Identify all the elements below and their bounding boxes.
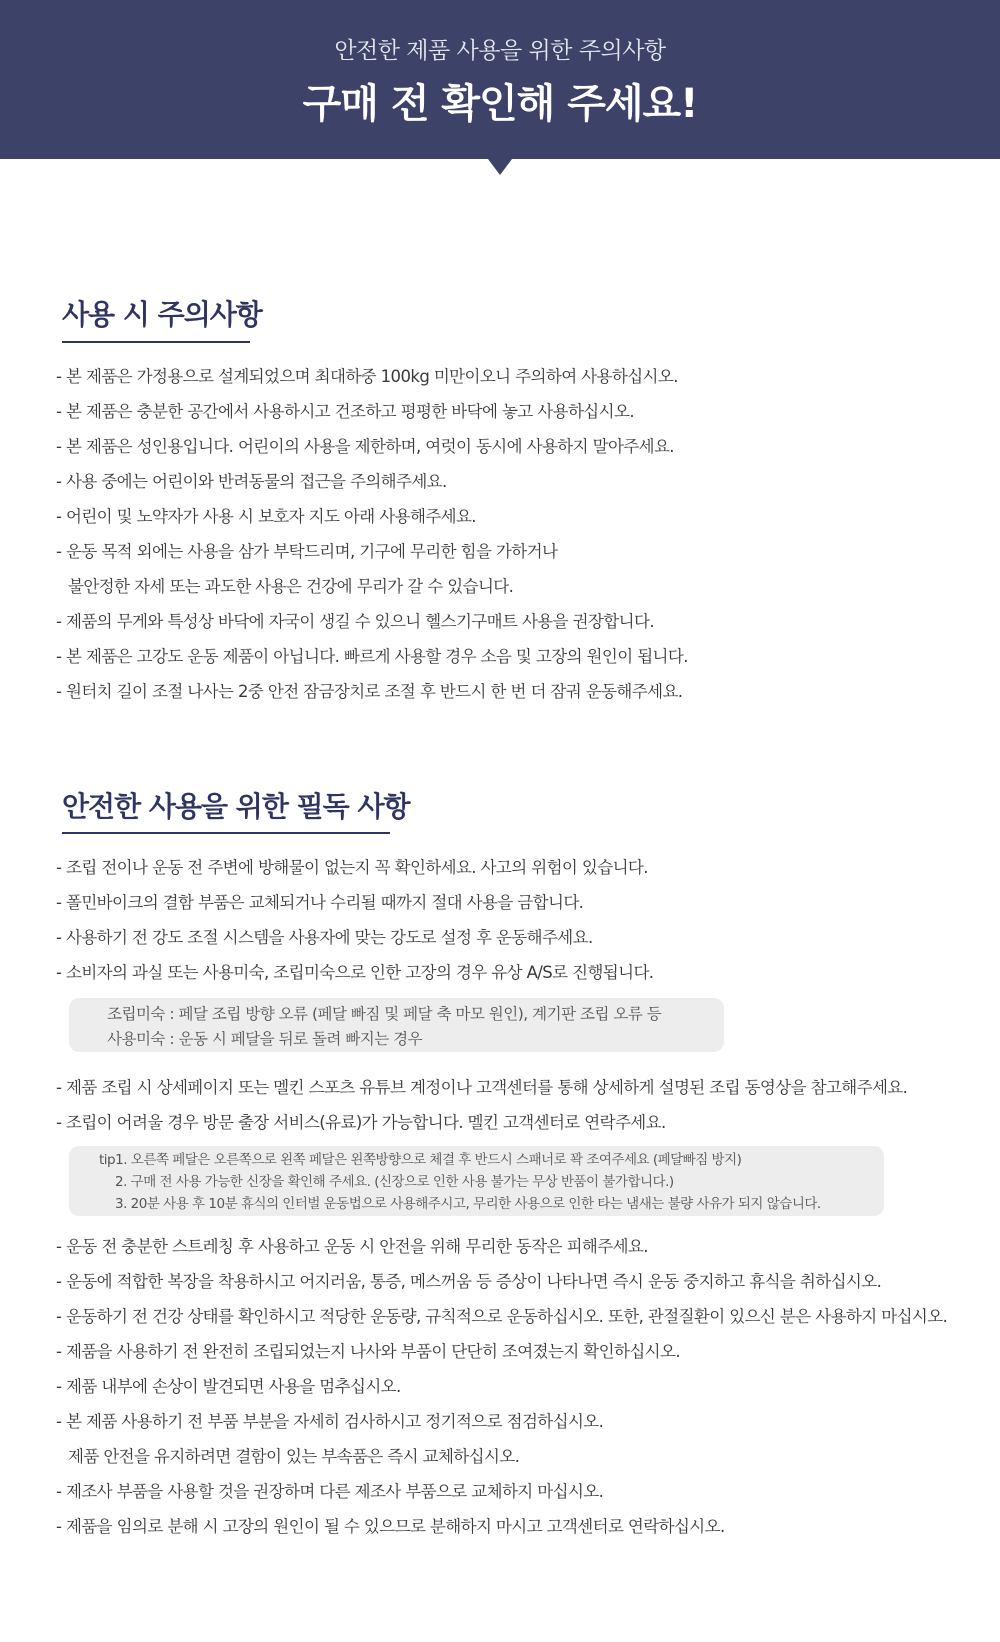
list-item: - 제조사 부품을 사용할 것을 권장하며 다른 제조사 부품으로 교체하지 마십시오. [56, 1482, 604, 1501]
header-title: 구매 전 확인해 주세요! [302, 81, 698, 127]
list-item-continuation: 제품 안전을 유지하려면 결함이 있는 부속품은 즉시 교체하십시오. [68, 1447, 520, 1466]
list-item: - 운동 목적 외에는 사용을 삼가 부탁드리며, 기구에 무리한 힘을 가하거나 [56, 542, 558, 561]
list-item: - 제품을 사용하기 전 완전히 조립되었는지 나사와 부품이 단단히 조여졌는지 확인하십시오. [56, 1342, 680, 1361]
section-required-reading-title: 안전한 사용을 위한 필독 사항 [62, 790, 410, 823]
list-item: - 운동하기 전 건강 상태를 확인하시고 적당한 운동량, 규칙적으로 운동하십시오. 또한, 관절질환이 있으신 분은 사용하지 마십시오. [56, 1307, 948, 1326]
section-usage-cautions-underline [62, 341, 250, 343]
note-line: 2. 구매 전 사용 가능한 신장을 확인해 주세요. (신장으로 인한 사용 불가는 무상 반품이 불가합니다.) [115, 1174, 674, 1190]
required-reading-list-b [56, 1070, 976, 1140]
note-line: 사용미숙 : 운동 시 페달을 뒤로 돌려 빠지는 경우 [107, 1030, 423, 1048]
header-banner [0, 0, 1000, 159]
required-reading-list-a [56, 850, 976, 990]
note-line: 3. 20분 사용 후 10분 휴식의 인터벌 운동법으로 사용해주시고, 무리한 사용으로 인한 타는 냄새는 불량 사유가 되지 않습니다. [115, 1196, 821, 1212]
section-required-reading-underline [62, 832, 390, 834]
usage-cautions-list [56, 359, 976, 709]
section-usage-cautions-title: 사용 시 주의사항 [62, 298, 262, 331]
required-reading-list-c [56, 1229, 976, 1544]
list-item: - 제품 조립 시 상세페이지 또는 멜킨 스포츠 유튜브 계정이나 고객센터를 통해 상세하게 설명된 조립 동영상을 참고해주세요. [56, 1078, 908, 1097]
assembly-misuse-note-box [69, 998, 724, 1052]
list-item: - 어린이 및 노약자가 사용 시 보호자 지도 아래 사용해주세요. [56, 507, 476, 526]
list-item: - 본 제품은 성인용입니다. 어린이의 사용을 제한하며, 여럿이 동시에 사용하지 말아주세요. [56, 437, 674, 456]
note-line: 조립미숙 : 페달 조립 방향 오류 (페달 빠짐 및 페달 축 마모 원인), 계기판 조립 오류 등 [107, 1005, 662, 1023]
tips-note-box [69, 1146, 884, 1216]
banner-pointer-triangle [488, 159, 512, 175]
list-item: - 제품의 무게와 특성상 바닥에 자국이 생길 수 있으니 헬스기구매트 사용을 권장합니다. [56, 612, 654, 631]
list-item: - 원터치 길이 조절 나사는 2중 안전 잠금장치로 조절 후 반드시 한 번 더 잠궈 운동해주세요. [56, 682, 683, 701]
list-item: - 조립이 어려울 경우 방문 출장 서비스(유료)가 가능합니다. 멜킨 고객센터로 연락주세요. [56, 1113, 666, 1132]
header-subtitle: 안전한 제품 사용을 위한 주의사항 [334, 38, 666, 64]
list-item: - 제품을 임의로 분해 시 고장의 원인이 될 수 있으므로 분해하지 마시고 고객센터로 연락하십시오. [56, 1517, 725, 1536]
list-item: - 사용 중에는 어린이와 반려동물의 접근을 주의해주세요. [56, 472, 447, 491]
list-item-continuation: 불안정한 자세 또는 과도한 사용은 건강에 무리가 갈 수 있습니다. [68, 577, 514, 596]
note-line: tip1. 오른쪽 페달은 오른쪽으로 왼쪽 페달은 왼쪽방향으로 체결 후 반드시 스패너로 꽉 조여주세요 (페달빠짐 방지) [99, 1152, 742, 1168]
list-item: - 사용하기 전 강도 조절 시스템을 사용자에 맞는 강도로 설정 후 운동해주세요. [56, 928, 593, 947]
list-item: - 본 제품은 가정용으로 설계되었으며 최대하중 100kg 미만이오니 주의하여 사용하십시오. [56, 367, 678, 386]
list-item: - 폴민바이크의 결함 부품은 교체되거나 수리될 때까지 절대 사용을 금합니다. [56, 893, 584, 912]
list-item: - 조립 전이나 운동 전 주변에 방해물이 없는지 꼭 확인하세요. 사고의 위험이 있습니다. [56, 858, 648, 877]
list-item: - 본 제품 사용하기 전 부품 부분을 자세히 검사하시고 정기적으로 점검하십시오. [56, 1412, 604, 1431]
list-item: - 본 제품은 고강도 운동 제품이 아닙니다. 빠르게 사용할 경우 소음 및 고장의 원인이 됩니다. [56, 647, 688, 666]
list-item: - 소비자의 과실 또는 사용미숙, 조립미숙으로 인한 고장의 경우 유상 A/S로 진행됩니다. [56, 963, 654, 982]
list-item: - 운동에 적합한 복장을 착용하시고 어지러움, 통증, 메스꺼움 등 증상이 나타나면 즉시 운동 중지하고 휴식을 취하십시오. [56, 1272, 882, 1291]
list-item: - 제품 내부에 손상이 발견되면 사용을 멈추십시오. [56, 1377, 401, 1396]
list-item: - 본 제품은 충분한 공간에서 사용하시고 건조하고 평평한 바닥에 놓고 사용하십시오. [56, 402, 634, 421]
list-item: - 운동 전 충분한 스트레칭 후 사용하고 운동 시 안전을 위해 무리한 동작은 피해주세요. [56, 1237, 648, 1256]
